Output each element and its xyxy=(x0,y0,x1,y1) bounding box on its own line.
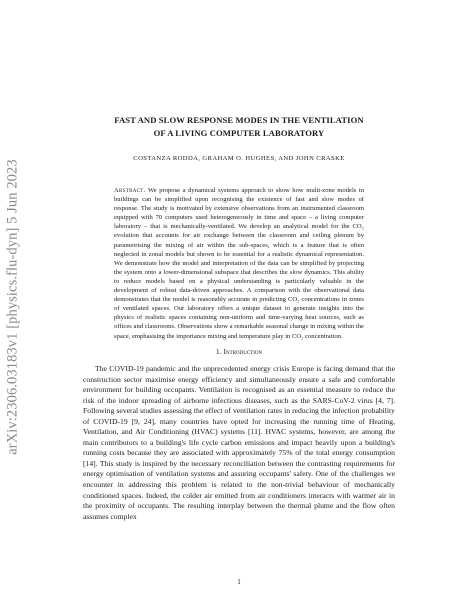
author-list: COSTANZA RODDA, GRAHAM O. HUGHES, AND JOHN CRASKE xyxy=(133,155,345,162)
abstract-text: We propose a dynamical systems approach to show how multi-zone models in buildings can be simplified upon recognising the existence of fast and slow modes of response. The study is motivated by extensive observations from an instrumented classroom equipped with 70 computers used heterogeneously in time and space – a living computer laboratory – that is mechanically-ventilated. We develop an analytical model for the CO₂ evolution that accounts for air exchange between the classroom and ceiling plenum by parametrising the mixing of air within the sub-spaces, which is a feature that is often neglected in zonal models but shown to be essential for a realistic dynamical representation. We demonstrate how the model and interpretation of the data can be simplified by projecting the system onto a lower-dimensional subspace that describes the slow dynamics. This ability to reduce models based on a physical understanding is particularly valuable in the development of robust data-driven approaches. A comparison with the observational data demonstrates that the model is reasonably accurate in predicting CO₂ concentrations in zones of ventilated spaces. Our laboratory offers a unique dataset to generate insights into the physics of realistic spaces containing non-uniform and time-varying heat sources, such as offices and classrooms. Observations show a remarkable seasonal change in mixing within the space, emphasising the importance mixing and temperature play in CO₂ concentration. xyxy=(114,187,364,340)
page-number: 1 xyxy=(237,578,241,586)
section-title: Introduction xyxy=(223,347,263,356)
abstract-label: Abstract. xyxy=(114,187,146,194)
abstract-block xyxy=(114,186,364,341)
title-line-1: FAST AND SLOW RESPONSE MODES IN THE VENTILATION xyxy=(114,115,364,125)
introduction-body xyxy=(83,364,395,522)
arxiv-identifier-stamp xyxy=(2,0,24,613)
title-line-2: OF A LIVING COMPUTER LABORATORY xyxy=(153,128,325,138)
section-heading xyxy=(83,347,395,356)
arxiv-identifier-text: arXiv:2306.03183v1 [physics.flu-dyn] 5 Jun 2023 xyxy=(4,158,21,455)
section-number: 1. xyxy=(215,347,222,356)
introduction-paragraph: The COVID-19 pandemic and the unprecedented energy crisis Europe is facing demand that the construction sector maximise energy efficiency and simultaneously ensure a safe and comfortable environment for building occupants. Ventilation is recognised as an essential measure to reduce the risk of the indoor spreading of airborne infectious diseases, such as the SARS-CoV-2 virus [4, 7]. Following several studies assessing the effect of ventilation rates in reducing the infection probability of COVID-19 [9, 24], many countries have opted for increasing the running time of Heating, Ventilation, and Air Conditioning (HVAC) systems [11]. HVAC systems, however, are among the main contributors to a building's life cycle carbon emissions and impact heavily upon a building's running costs because they are associated with approximately 75% of the total energy consumption [14]. This study is inspired by the necessary reconciliation between the contrasting requirements for energy optimisation of ventilation systems and assuring occupants' safety. One of the challenges we encounter in addressing this problem is related to the non-trivial behaviour of mechanically conditioned spaces. Indeed, the colder air emitted from air conditioners interacts with warmer air in the proximity of occupants. The resulting interplay between the thermal plume and the flow often assumes complex xyxy=(83,364,395,521)
paper-title xyxy=(83,114,395,140)
